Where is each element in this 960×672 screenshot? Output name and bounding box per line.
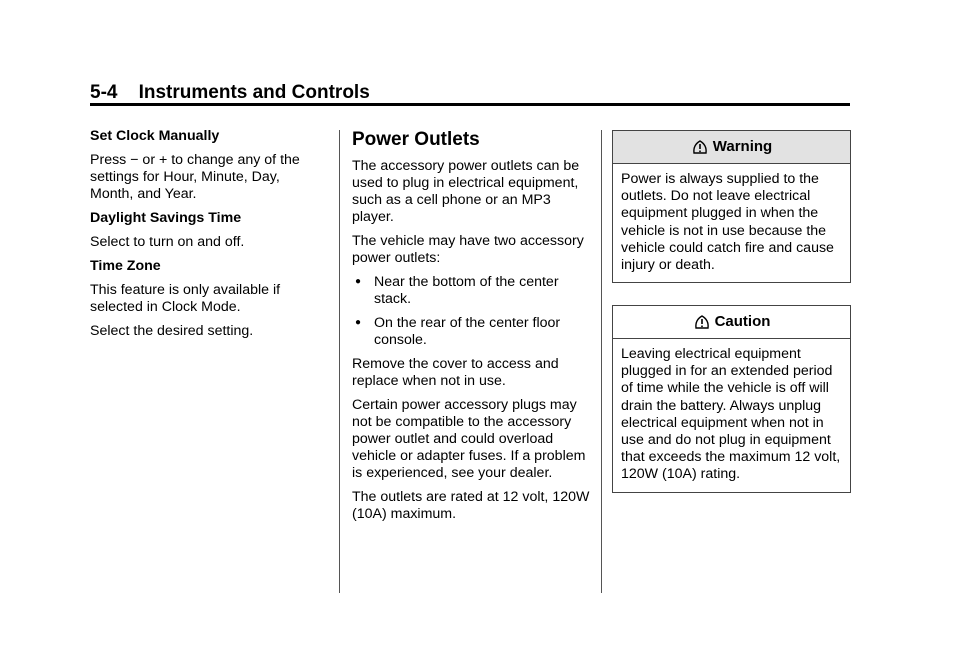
list-item: ● On the rear of the center floor console. [355, 315, 561, 348]
bullet-icon: ● [355, 276, 362, 287]
set-clock-heading: Set Clock Manually [90, 128, 220, 144]
caution-text: Leaving electrical equipment plugged in for an extended period of time while the vehicle is off will drain the battery. Always unplug electrical equipment when not in use and do not plug in equipment that exceeds the maximum 12 volt, 120W (10A) rating. [621, 346, 841, 483]
caution-title: Caution [714, 313, 771, 331]
warning-title: Warning [712, 138, 773, 156]
header-rule [90, 103, 850, 106]
power-outlets-intro: The accessory power outlets can be used to plug in electrical equipment, such as a cell phone or an MP3 player. [352, 158, 580, 225]
time-zone-text: This feature is only available if selected in Clock Mode. [90, 282, 281, 315]
warning-box [612, 130, 851, 283]
caution-box [612, 305, 851, 493]
cover-text: Remove the cover to access and replace when not in use. [352, 356, 559, 389]
caution-header [613, 306, 850, 339]
time-zone-select-text: Select the desired setting. [90, 323, 254, 339]
left-column [90, 128, 325, 347]
dst-text: Select to turn on and off. [90, 234, 245, 250]
warning-text: Power is always supplied to the outlets. Do not leave electrical equipment plugged in when the vehicle is not in use because the vehicle could catch fire and cause injury or death. [621, 171, 834, 274]
column-divider [601, 130, 602, 593]
caution-icon [693, 314, 711, 330]
rating-text: The outlets are rated at 12 volt, 120W (10A) maximum. [352, 489, 590, 522]
power-outlets-heading: Power Outlets [352, 129, 480, 150]
chapter-title: Instruments and Controls [138, 82, 370, 103]
bullet-icon: ● [355, 317, 362, 328]
column-divider [339, 130, 340, 593]
power-outlets-count: The vehicle may have two accessory power outlets: [352, 233, 584, 266]
list-item: ● Near the bottom of the center stack. [355, 274, 559, 307]
compatibility-text: Certain power accessory plugs may not be compatible to the accessory power outlet and could overload vehicle or adapter fuses. If a problem is experienced, see your dealer. [352, 397, 586, 481]
time-zone-heading: Time Zone [90, 258, 161, 274]
warning-icon [691, 139, 709, 155]
warning-header [613, 131, 850, 164]
page-number: 5-4 [90, 82, 118, 103]
set-clock-text: Press − or + to change any of the settings for Hour, Minute, Day, Month, and Year. [90, 152, 300, 202]
dst-heading: Daylight Savings Time [90, 210, 242, 226]
page-header [90, 82, 850, 104]
outlet-locations-list [352, 274, 592, 349]
middle-column [352, 128, 592, 530]
